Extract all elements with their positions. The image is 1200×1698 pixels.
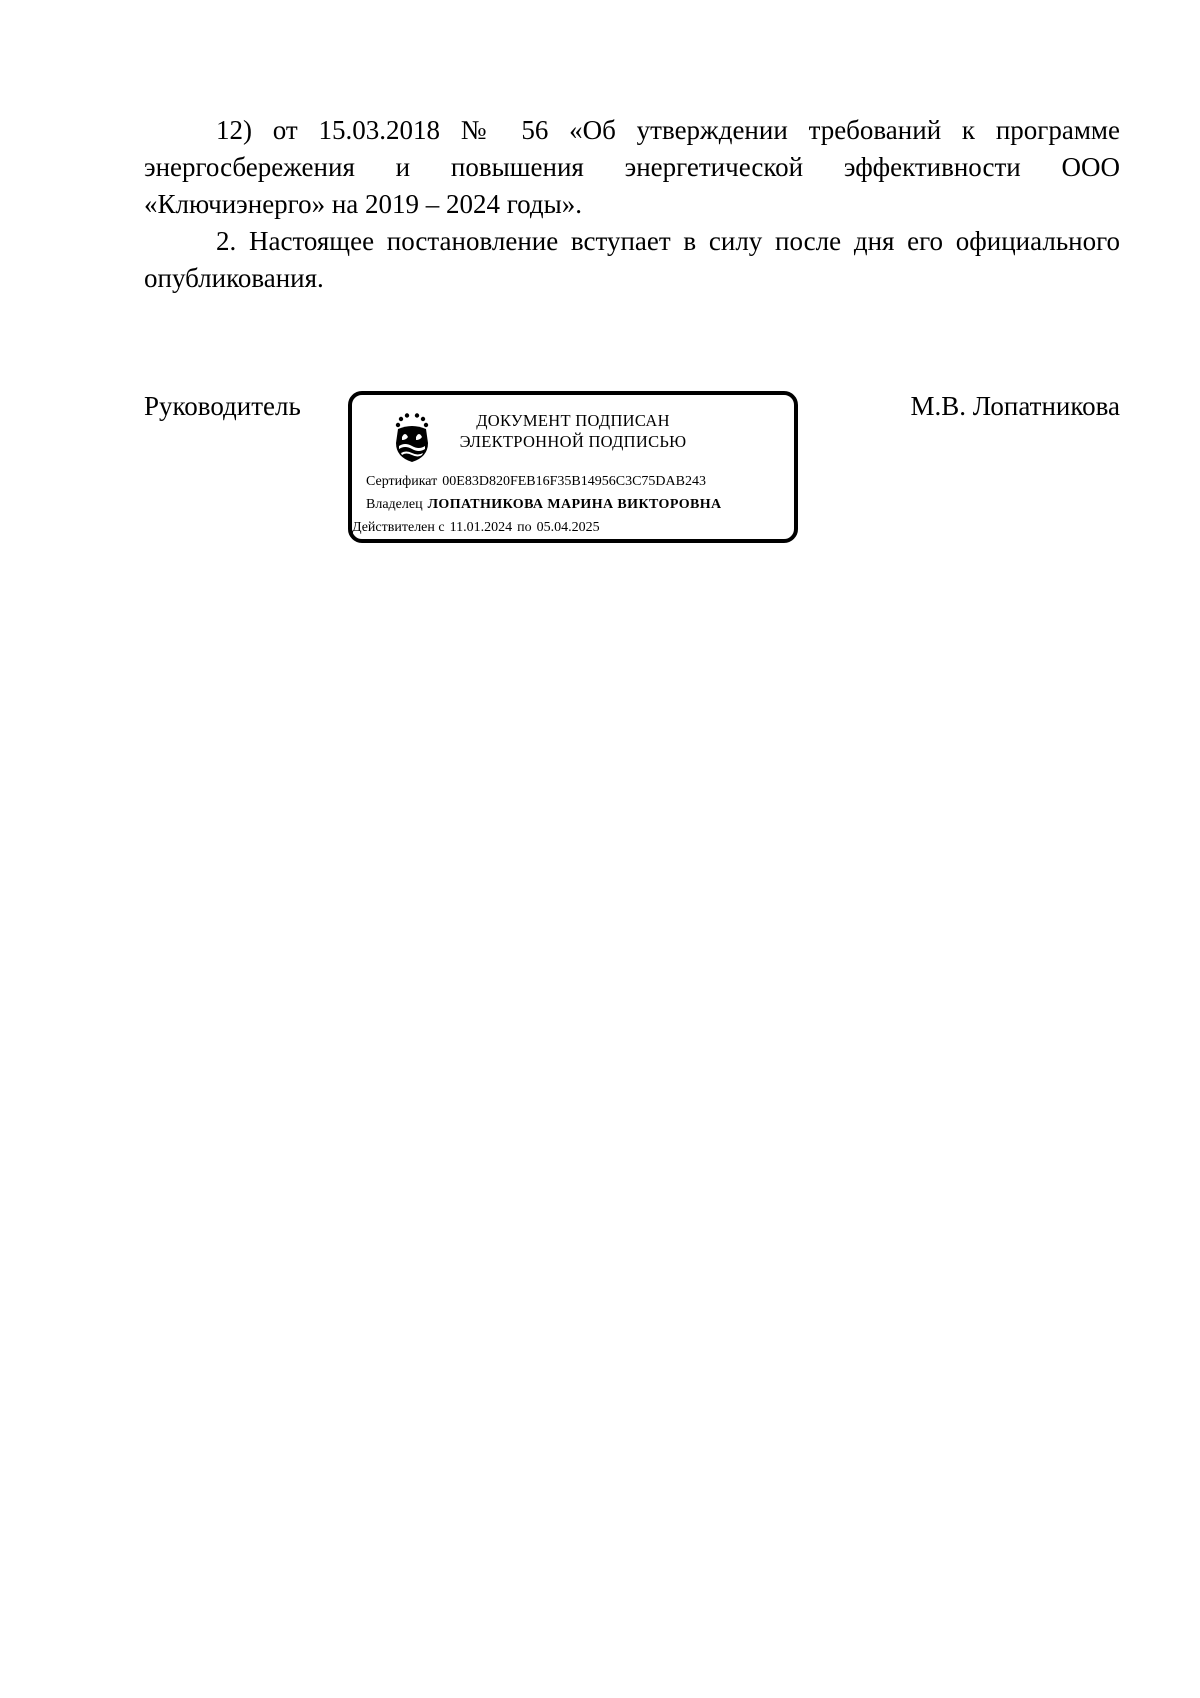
valid-label: Действителен с: [352, 520, 445, 535]
valid-to-label: по: [517, 520, 532, 535]
owner-value: ЛОПАТНИКОВА МАРИНА ВИКТОРОВНА: [427, 497, 722, 512]
paragraph-item-12: 12) от 15.03.2018 № 56 «Об утверждении требований к программе энергосбережения и повышения энергетической эффективности ООО «Ключиэнерго» на 2019 – 2024 годы».: [144, 115, 1120, 219]
paragraph-effective-date: 2. Настоящее постановление вступает в силу после дня его официального опубликования.: [144, 226, 1120, 293]
owner-label: Владелец: [366, 497, 423, 512]
valid-to: 05.04.2025: [536, 520, 600, 535]
certificate-value: 00E83D820FEB16F35B14956C3C75DAB243: [442, 474, 706, 489]
stamp-title-line-2: ЭЛЕКТРОННОЙ ПОДПИСЬЮ: [459, 432, 687, 451]
signature-block: [144, 388, 1120, 558]
stamp-validity-line: [352, 519, 600, 537]
document-body: [144, 112, 1120, 297]
certificate-label: Сертификат: [366, 474, 438, 489]
stamp-title: [448, 410, 698, 452]
stamp-certificate-line: [366, 473, 706, 491]
stamp-title-line-1: ДОКУМЕНТ ПОДПИСАН: [476, 411, 670, 430]
signatory-name: М.В. Лопатникова: [910, 391, 1120, 421]
signatory-position: Руководитель: [144, 391, 301, 421]
stamp-owner-line: [366, 496, 722, 514]
coat-of-arms-icon: [390, 413, 434, 463]
valid-from: 11.01.2024: [449, 520, 513, 535]
electronic-signature-stamp: [348, 391, 798, 543]
